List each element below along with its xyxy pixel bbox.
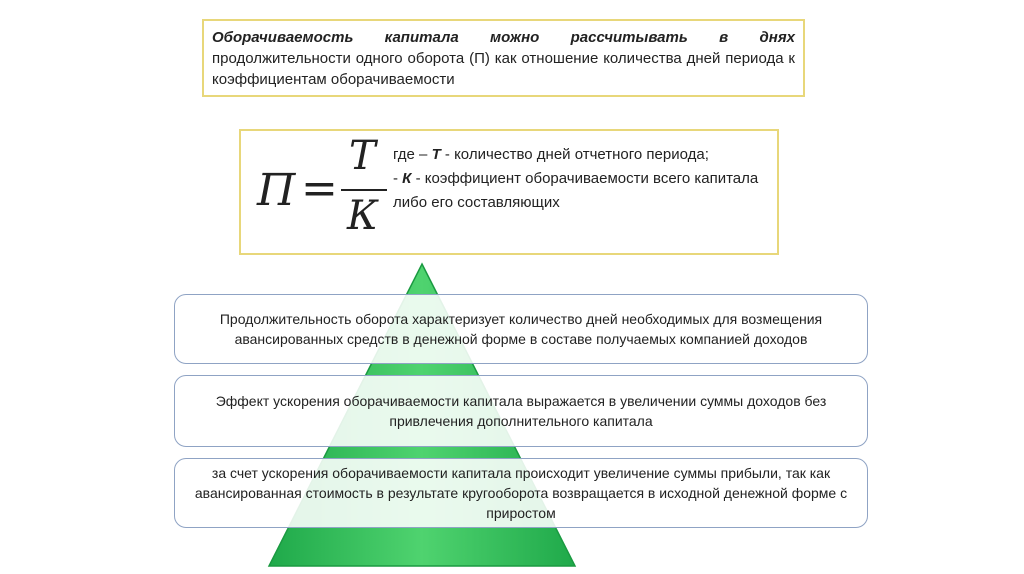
band-profit xyxy=(174,458,868,528)
explanation-line1-prefix: где – xyxy=(393,146,432,163)
explanation-line2-prefix: - xyxy=(393,170,403,187)
band-profit-text: за счет ускорения оборачиваемости капитала происходит увеличение суммы прибыли, так как авансированная стоимость в результате кругооборота возвращается в исходной денежной форме с приростом xyxy=(194,465,848,521)
explanation-var-k: К xyxy=(402,170,412,187)
formula-denominator: К xyxy=(347,193,378,239)
formula-lhs: П xyxy=(257,165,296,216)
formula-numerator: T xyxy=(349,133,376,179)
formula-explanation xyxy=(393,143,763,215)
definition-box xyxy=(202,19,805,97)
explanation-var-t: Т xyxy=(431,146,441,163)
formula xyxy=(257,133,387,247)
band-duration xyxy=(174,294,868,364)
formula-box xyxy=(239,129,779,255)
fraction-bar xyxy=(341,189,387,191)
formula-equals: = xyxy=(301,163,338,214)
explanation-line1-text: - количество дней отчетного периода; xyxy=(440,146,709,163)
explanation-line2-text: - коэффициент оборачиваемости всего капитала либо его составляющих xyxy=(393,170,759,211)
definition-lead: Оборачиваемость капитала можно рассчитывать в днях xyxy=(212,29,795,46)
band-effect-text: Эффект ускорения оборачиваемости капитала выражается в увеличении суммы доходов без привлечения дополнительного капитала xyxy=(215,393,827,429)
band-duration-text: Продолжительность оборота характеризует количество дней необходимых для возмещения авансированных средств в денежной форме в составе получаемых компанией доходов xyxy=(219,311,823,347)
definition-text: продолжительности одного оборота (П) как отношение количества дней периода к коэффициентам оборачиваемости xyxy=(212,50,795,88)
band-effect xyxy=(174,375,868,447)
